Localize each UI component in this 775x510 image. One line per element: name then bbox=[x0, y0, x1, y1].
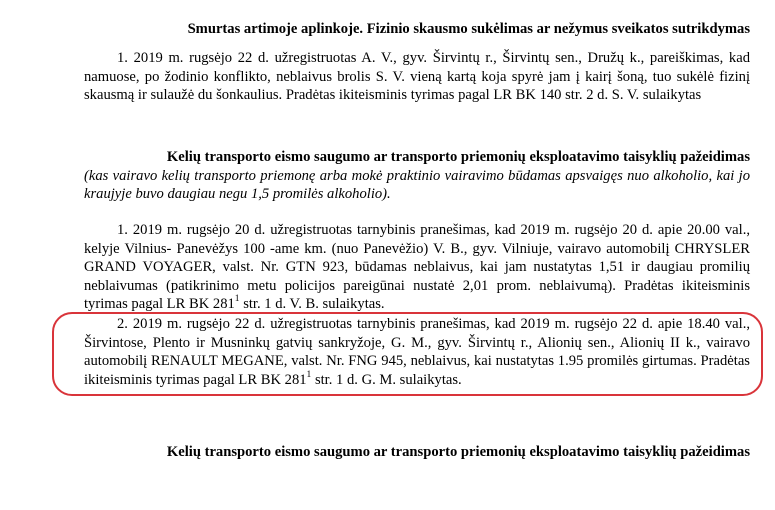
item-2-superscript: 1 bbox=[306, 369, 312, 380]
traffic-violation-note: (kas vairavo kelių transporto priemonę arba mokė praktinio vairavimo būdamas apsvaigęs nuo alkoholio, kai jo kraujyje buvo daugiau negu 1,5 promilės alkoholio). bbox=[84, 168, 750, 202]
item-2-text-end: str. 1 d. G. M. sulaikytas. bbox=[311, 371, 462, 388]
section-heading-traffic-violation: Kelių transporto eismo saugumo ar transporto priemonių eksploatavimo taisyklių pažeidimas bbox=[166, 149, 750, 165]
item-1-text: 1. 2019 m. rugsėjo 20 d. užregistruotas tarnybinis pranešimas, kad 2019 m. rugsėjo 20 d. apie 20.00 val., kelyje Vilnius- Panevėžys 100 -ame km. (nuo Panevėžio) V. B., gyv. Vilniuje, vairavo automobilį CHRYSLER GRAND VOYAGER, valst. Nr. GTN 923, būdamas neblaivus, kai jam nustatytas 1,51 ir daugiau promilių neblaivumas (patikrinimo metu policijos pareigūnai nustatė 2,01 prom. neblaivumą). Pradėtas ikiteisminis tyrimas pagal LR BK 281 bbox=[84, 222, 750, 312]
domestic-violence-item-1: 1. 2019 m. rugsėjo 22 d. užregistruotas A. V., gyv. Širvintų r., Širvintų sen., Družų k., pareiškimas, kad namuose, po žodinio konflikto, neblaivus brolis S. V. vieną kartą koja spyrė jam į kairį šoną, tuo sukėlė fizinį skausmą ir sulaužė du šonkaulius. Pradėtas ikiteisminis tyrimas pagal LR BK 140 str. 2 d. S. V. sulaikytas bbox=[84, 50, 750, 103]
item-1-text-end: str. 1 d. V. B. sulaikytas. bbox=[239, 296, 385, 312]
red-highlight-outline bbox=[52, 312, 763, 396]
item-1-superscript: 1 bbox=[234, 294, 240, 305]
traffic-violation-item-1 bbox=[84, 221, 750, 314]
item-2-text: 2. 2019 m. rugsėjo 22 d. užregistruotas tarnybinis pranešimas, kad 2019 m. rugsėjo 22 d. apie 18.40 val., Širvintose, Plento ir Musninkų gatvių sankryžoje, G. M., gyv. Širvintų r., Alionių sen., Alionių II k., vairavo automobilį RENAULT MEGANE, valst. Nr. FNG 945, neblaivus, kai nustatytas 1.95 promilės girtumas. Pradėtas ikiteisminis tyrimas pagal LR BK 281 bbox=[84, 316, 750, 388]
section-heading-domestic-violence: Smurtas artimoje aplinkoje. Fizinio skausmo sukėlimas ar nežymus sveikatos sutrikdymas bbox=[187, 21, 750, 37]
section-heading-traffic-violation-2: Kelių transporto eismo saugumo ar transporto priemonių eksploatavimo taisyklių pažeidimas bbox=[166, 444, 750, 460]
